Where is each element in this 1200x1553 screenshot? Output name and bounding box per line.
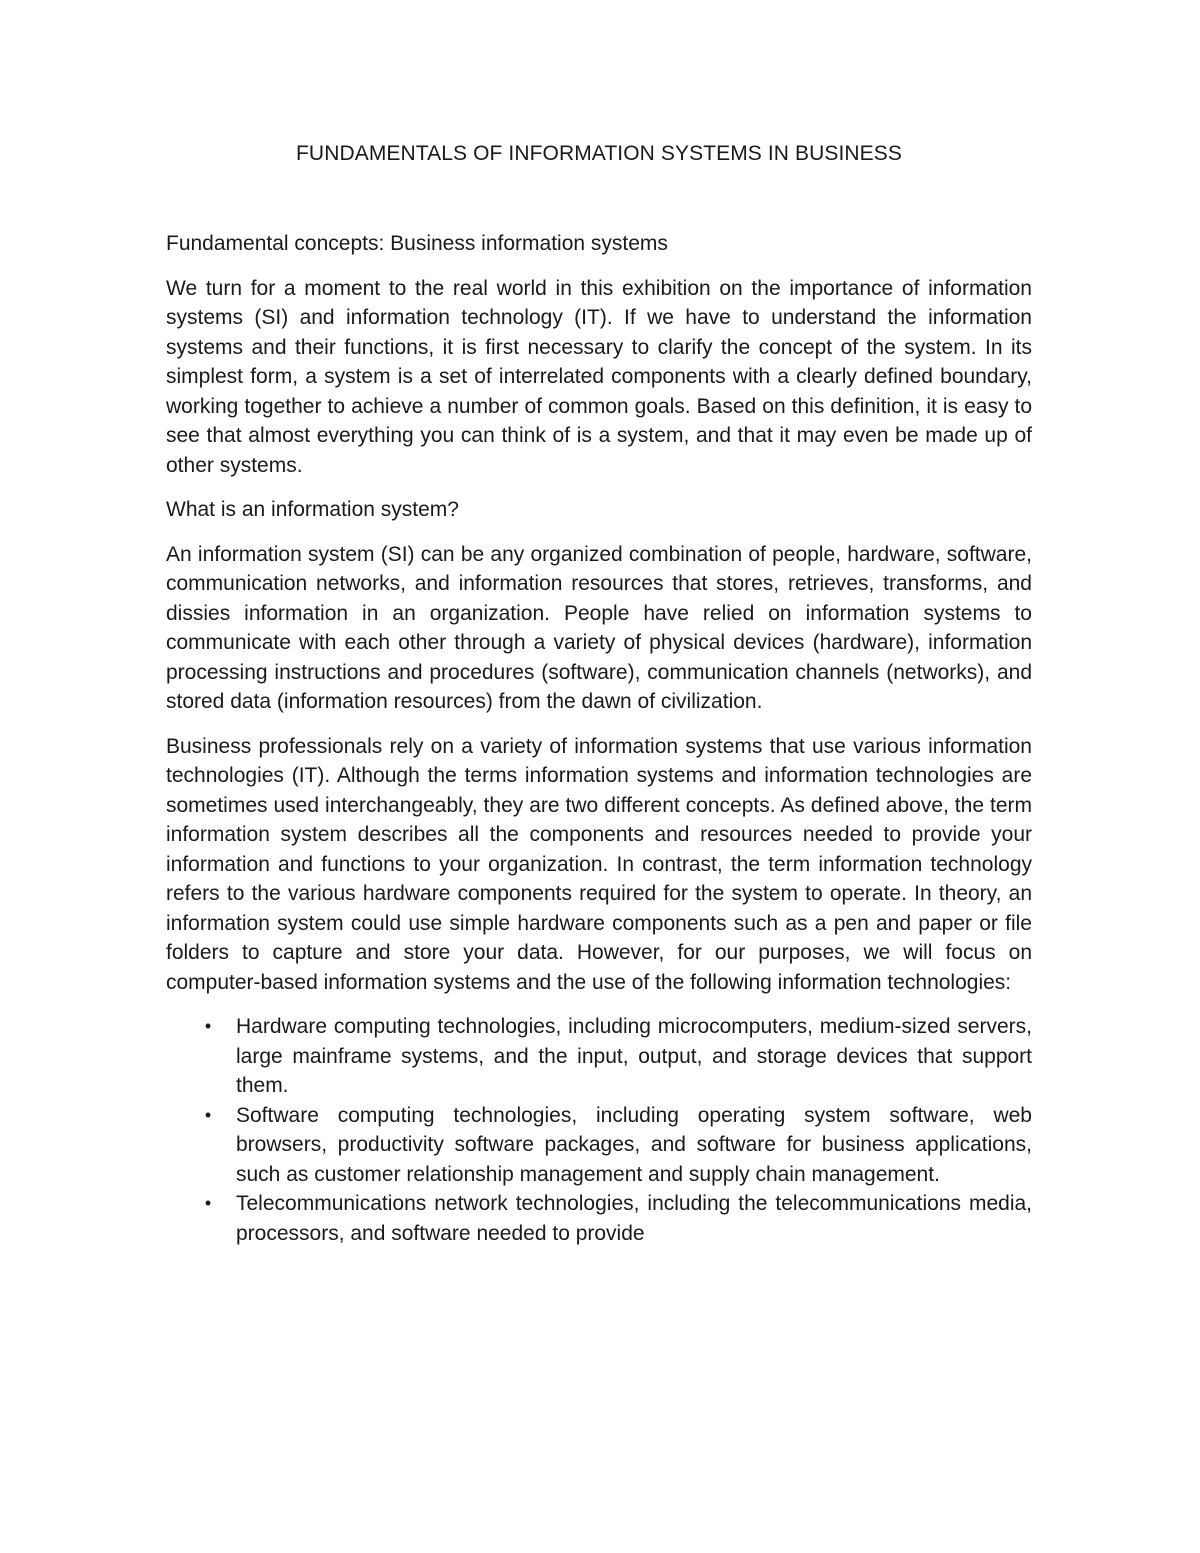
technology-bullet-list: [166, 1012, 1032, 1248]
list-item: [166, 1012, 1032, 1101]
bullet-icon: •: [204, 1104, 212, 1125]
bullet-icon: •: [204, 1193, 212, 1213]
list-item-text: Telecommunications network technologies, including the telecommunications media, processors, and software needed to provide: [236, 1192, 1032, 1245]
paragraph-information-technologies: Business professionals rely on a variety of information systems that use various information technologies (IT). Although the terms information systems and information technologies are sometimes used interchangeably, they are two different concepts. As defined above, the term information system describes all the components and resources needed to provide your information and functions to your organization. In contrast, the term information technology refers to the various hardware components required for the system to operate. In theory, an information system could use simple hardware components such as a pen and paper or file folders to capture and store your data. However, for our purposes, we will focus on computer-based information systems and the use of the following information technologies:: [166, 734, 1032, 994]
document-content: [166, 139, 1032, 1248]
list-item: [166, 1189, 1032, 1248]
paragraph-information-system-definition: An information system (SI) can be any organized combination of people, hardware, software, communication networks, and information resources that stores, retrieves, transforms, and dissies information in an organization. People have relied on information systems to communicate with each other through a variety of physical devices (hardware), information processing instructions and procedures (software), communication channels (networks), and stored data (information resources) from the dawn of civilization.: [166, 542, 1032, 713]
list-item-text: Software computing technologies, including operating system software, web browsers, productivity software packages, and software for business applications, such as customer relationship management and supply chain management.: [236, 1103, 1032, 1186]
question-heading: What is an information system?: [166, 498, 459, 521]
list-item: [166, 1101, 1032, 1190]
paragraph-system-concept: We turn for a moment to the real world in this exhibition on the importance of information systems (SI) and information technology (IT). If we have to understand the information systems and their functions, it is first necessary to clarify the concept of the system. In its simplest form, a system is a set of interrelated components with a clearly defined boundary, working together to achieve a number of common goals. Based on this definition, it is easy to see that almost everything you can think of is a system, and that it may even be made up of other systems.: [166, 276, 1032, 477]
section-heading: Fundamental concepts: Business information systems: [166, 232, 668, 255]
document-title: FUNDAMENTALS OF INFORMATION SYSTEMS IN BUSINESS: [296, 142, 902, 165]
bullet-icon: •: [204, 1016, 212, 1036]
list-item-text: Hardware computing technologies, including microcomputers, medium-sized servers, large mainframe systems, and the input, output, and storage devices that support them.: [236, 1015, 1032, 1097]
